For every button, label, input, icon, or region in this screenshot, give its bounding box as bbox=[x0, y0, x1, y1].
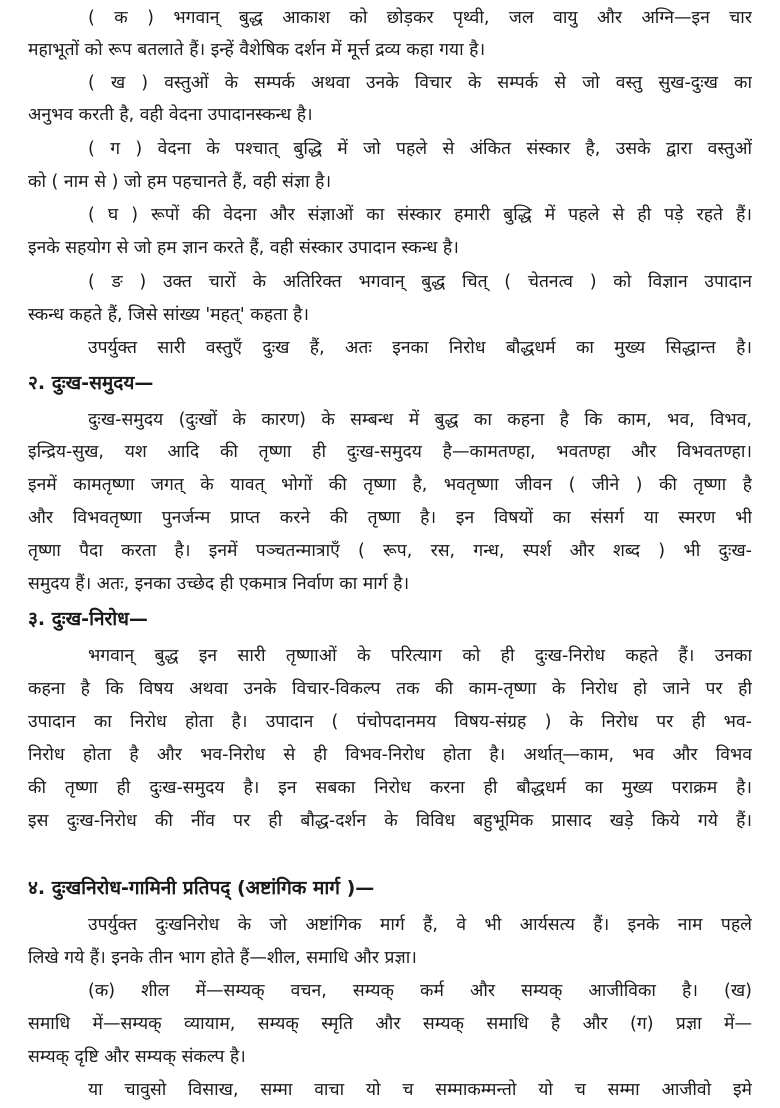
text-line: समाधि में—सम्यक् व्यायाम, सम्यक् स्मृति और सम्यक् समाधि है और (ग) प्रज्ञा में— bbox=[28, 1014, 752, 1034]
section-heading-dukkha-samudaya: २. दुःख-समुदय— bbox=[28, 372, 154, 394]
text-line: तृष्णा पैदा करता है। इनमें पञ्चतन्मात्राएँ ( रूप, रस, गन्ध, स्पर्श और शब्द ) भी दुःख- bbox=[28, 541, 752, 561]
text-line: इन्द्रिय-सुख, यश आदि की तृष्णा ही दुःख-समुदय है—कामतण्हा, भवतण्हा और विभवतण्हा। bbox=[28, 442, 752, 462]
text-line: दुःख-समुदय (दुःखों के कारण) के सम्बन्ध में बुद्ध का कहना है कि काम, भव, विभव, bbox=[88, 410, 752, 430]
text-line: महाभूतों को रूप बतलाते हैं। इन्हें वैशेषिक दर्शन में मूर्त्त द्रव्य कहा गया है। bbox=[28, 40, 486, 60]
text-line: समुदय हैं। अतः, इनका उच्छेद ही एकमात्र निर्वाण का मार्ग है। bbox=[28, 574, 410, 594]
text-line: सम्यक् दृष्टि और सम्यक् संकल्प है। bbox=[28, 1047, 246, 1067]
text-line: निरोध होता है और भव-निरोध से ही विभव-निरोध होता है। अर्थात्—काम, भव और विभव bbox=[28, 745, 752, 765]
text-line: इस दुःख-निरोध की नींव पर ही बौद्ध-दर्शन के विविध बहुभूमिक प्रासाद खड़े किये गये हैं। bbox=[28, 811, 752, 831]
section-heading-dukkha-nirodha: ३. दुःख-निरोध— bbox=[28, 608, 148, 630]
text-line: ( ङ ) उक्त चारों के अतिरिक्त भगवान् बुद्ध चित् ( चेतनत्व ) को विज्ञान उपादान bbox=[88, 272, 752, 292]
text-line: (क) शील में—सम्यक् वचन, सम्यक् कर्म और सम्यक् आजीविका है। (ख) bbox=[88, 981, 752, 1001]
section-heading-nirodha-gamini-pratipad: ४. दुःखनिरोध-गामिनी प्रतिपद् (अष्टांगिक मार्ग )— bbox=[28, 877, 375, 899]
text-line: को ( नाम से ) जो हम पहचानते हैं, वही संज्ञा है। bbox=[28, 172, 332, 192]
text-line: या चावुसो विसाख, सम्मा वाचा यो च सम्माकम्मन्तो यो च सम्मा आजीवो इमे bbox=[88, 1080, 752, 1100]
text-line: स्कन्ध कहते हैं, जिसे सांख्य 'महत्' कहता है। bbox=[28, 305, 309, 325]
text-line: अनुभव करती है, वही वेदना उपादानस्कन्ध है। bbox=[28, 105, 313, 125]
text-line: उपादान का निरोध होता है। उपादान ( पंचोपदानमय विषय-संग्रह ) के निरोध पर ही भव- bbox=[28, 712, 752, 732]
text-line: उपर्युक्त दुःखनिरोध के जो अष्टांगिक मार्ग हैं, वे भी आर्यसत्य हैं। इनके नाम पहले bbox=[88, 915, 752, 935]
text-line: लिखे गये हैं। इनके तीन भाग होते हैं—शील, समाधि और प्रज्ञा। bbox=[28, 948, 417, 968]
text-line: ( ग ) वेदना के पश्चात् बुद्धि में जो पहले से अंकित संस्कार है, उसके द्वारा वस्तुओं bbox=[88, 139, 752, 159]
text-line: और विभवतृष्णा पुनर्जन्म प्राप्त करने की तृष्णा है। इन विषयों का संसर्ग या स्मरण भी bbox=[28, 508, 752, 528]
text-line: इनके सहयोग से जो हम ज्ञान करते हैं, वही संस्कार उपादान स्कन्ध है। bbox=[28, 238, 459, 258]
text-line: की तृष्णा ही दुःख-समुदय है। इन सबका निरोध करना ही बौद्धधर्म का मुख्य पराक्रम है। bbox=[28, 778, 752, 798]
text-line: उपर्युक्त सारी वस्तुएँ दुःख हैं, अतः इनका निरोध बौद्धधर्म का मुख्य सिद्धान्त है। bbox=[88, 338, 752, 358]
text-line: ( क ) भगवान् बुद्ध आकाश को छोड़कर पृथ्वी, जल वायु और अग्नि—इन चार bbox=[88, 8, 752, 28]
text-line: ( ख ) वस्तुओं के सम्पर्क अथवा उनके विचार के सम्पर्क से जो वस्तु सुख-दुःख का bbox=[88, 73, 752, 93]
text-line: कहना है कि विषय अथवा उनके विचार-विकल्प तक की काम-तृष्णा के निरोध हो जाने पर ही bbox=[28, 679, 752, 699]
text-line: भगवान् बुद्ध इन सारी तृष्णाओं के परित्याग को ही दुःख-निरोध कहते हैं। उनका bbox=[88, 646, 752, 666]
text-line: इनमें कामतृष्णा जगत् के यावत् भोगों की तृष्णा है, भवतृष्णा जीवन ( जीने ) की तृष्णा है bbox=[28, 475, 752, 495]
text-line: ( घ ) रूपों की वेदना और संज्ञाओं का संस्कार हमारी बुद्धि में पहले से ही पड़े रहते हैं। bbox=[88, 205, 752, 225]
